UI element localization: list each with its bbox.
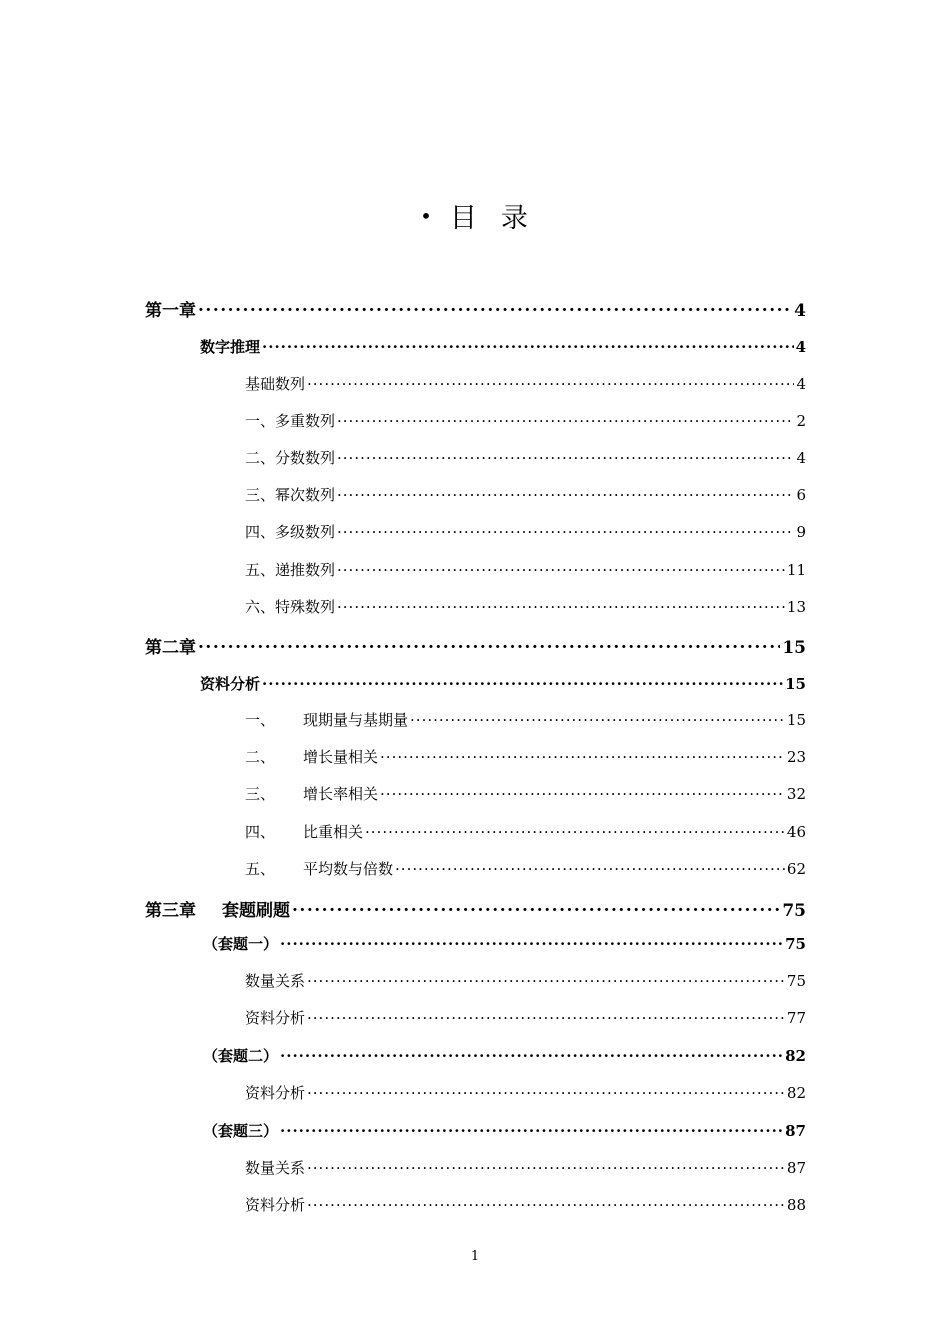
dot-leader bbox=[380, 747, 785, 762]
toc-label: 数字推理 bbox=[200, 338, 261, 356]
toc-label: 基础数列 bbox=[245, 375, 306, 393]
toc-entry-item[interactable] bbox=[245, 1194, 806, 1215]
toc-label: 第二章 bbox=[145, 638, 196, 658]
toc-page-number: 62 bbox=[786, 860, 806, 878]
dot-leader bbox=[337, 597, 785, 612]
toc-entry-section-number-reasoning[interactable] bbox=[200, 336, 806, 357]
toc-entry-set-3[interactable] bbox=[203, 1120, 806, 1141]
toc-page-number: 9 bbox=[796, 523, 806, 541]
dot-leader bbox=[280, 1046, 783, 1061]
dot-leader bbox=[337, 411, 794, 426]
dot-leader bbox=[198, 636, 780, 653]
toc-entry-item[interactable] bbox=[245, 1157, 806, 1178]
toc-entry-set-1[interactable] bbox=[203, 933, 806, 954]
dot-leader bbox=[198, 299, 792, 316]
dot-leader bbox=[337, 560, 785, 575]
toc-label: 数量关系 bbox=[245, 1159, 306, 1177]
toc-page-number: 15 bbox=[782, 638, 806, 658]
toc-label: 三、幂次数列 bbox=[245, 486, 336, 504]
toc-entry-item[interactable] bbox=[245, 596, 806, 617]
toc-label: 增长量相关 bbox=[303, 748, 379, 766]
page-number: 1 bbox=[470, 1249, 480, 1264]
toc-page-number: 15 bbox=[785, 675, 806, 693]
toc-page-number: 4 bbox=[796, 449, 806, 467]
toc-entry-item[interactable] bbox=[245, 521, 806, 542]
toc-entry-item[interactable] bbox=[245, 484, 806, 505]
toc-page-number: 77 bbox=[786, 1009, 806, 1027]
toc-label: 数量关系 bbox=[245, 972, 306, 990]
toc-page-number: 88 bbox=[786, 1196, 806, 1214]
toc-sublabel: 套题刷题 bbox=[222, 901, 290, 921]
dot-leader bbox=[307, 971, 785, 986]
toc-entry-item[interactable] bbox=[245, 410, 806, 431]
dot-leader bbox=[337, 485, 794, 500]
dot-leader bbox=[280, 934, 783, 949]
dot-leader bbox=[307, 1195, 785, 1210]
toc-page-number: 75 bbox=[785, 935, 806, 953]
toc-item-number: 二、 bbox=[245, 748, 276, 766]
toc-page-number: 32 bbox=[786, 785, 806, 803]
toc-entry-item[interactable] bbox=[245, 559, 806, 580]
dot-leader bbox=[262, 674, 783, 689]
dot-leader bbox=[307, 1008, 785, 1023]
toc-item-number: 三、 bbox=[245, 785, 276, 803]
toc-page-number: 23 bbox=[786, 748, 806, 766]
toc-page-number: 13 bbox=[786, 598, 806, 616]
title-char-1: 目 bbox=[449, 203, 479, 234]
toc-page-number: 4 bbox=[795, 338, 806, 356]
dot-leader bbox=[307, 1158, 785, 1173]
toc-entry-item[interactable] bbox=[245, 783, 806, 804]
toc-entry-item[interactable] bbox=[245, 447, 806, 468]
toc-entry-chapter-3[interactable] bbox=[145, 896, 806, 921]
dot-leader bbox=[307, 374, 794, 389]
toc-page-number: 4 bbox=[796, 375, 806, 393]
toc-entry-item[interactable] bbox=[245, 373, 806, 394]
toc-entry-chapter-2[interactable] bbox=[145, 633, 806, 658]
dot-leader bbox=[365, 822, 785, 837]
toc-label: （套题三） bbox=[203, 1122, 279, 1140]
toc-label: （套题一） bbox=[203, 935, 279, 953]
toc-label: 六、特殊数列 bbox=[245, 598, 336, 616]
toc-label: 四、多级数列 bbox=[245, 523, 336, 541]
dot-leader bbox=[380, 784, 785, 799]
toc-entry-item[interactable] bbox=[245, 821, 806, 842]
toc-title bbox=[0, 196, 950, 235]
dot-leader bbox=[307, 1083, 785, 1098]
toc-entry-chapter-1[interactable] bbox=[145, 296, 806, 321]
toc-page-number: 82 bbox=[786, 1084, 806, 1102]
toc-label: 资料分析 bbox=[245, 1009, 306, 1027]
toc-entry-set-2[interactable] bbox=[203, 1045, 806, 1066]
toc-label: 资料分析 bbox=[200, 675, 261, 693]
toc-label: 二、分数数列 bbox=[245, 449, 336, 467]
toc-page-number: 6 bbox=[796, 486, 806, 504]
toc-label: 平均数与倍数 bbox=[303, 860, 394, 878]
dot-leader bbox=[410, 710, 785, 725]
dot-leader bbox=[337, 448, 794, 463]
toc-label: 资料分析 bbox=[245, 1196, 306, 1214]
toc-label: 比重相关 bbox=[303, 823, 364, 841]
toc-entry-item[interactable] bbox=[245, 1082, 806, 1103]
toc-page-number: 75 bbox=[782, 901, 806, 921]
dot-leader bbox=[280, 1121, 783, 1136]
toc-item-number: 四、 bbox=[245, 823, 276, 841]
toc-label: 一、多重数列 bbox=[245, 412, 336, 430]
toc-entry-section-data-analysis[interactable] bbox=[200, 673, 806, 694]
toc-page-number: 46 bbox=[786, 823, 806, 841]
toc-page-number: 15 bbox=[786, 711, 806, 729]
toc-label: 第三章 bbox=[145, 901, 196, 921]
toc-page-number: 87 bbox=[786, 1159, 806, 1177]
toc-entry-item[interactable] bbox=[245, 746, 806, 767]
dot-leader bbox=[262, 337, 794, 352]
title-bullet: • bbox=[420, 204, 434, 228]
toc-entry-item[interactable] bbox=[245, 1007, 806, 1028]
dot-leader bbox=[292, 899, 780, 916]
toc-item-number: 一、 bbox=[245, 711, 276, 729]
toc-page-number: 87 bbox=[785, 1122, 806, 1140]
toc-label: 五、递推数列 bbox=[245, 561, 336, 579]
toc-label: 现期量与基期量 bbox=[303, 711, 409, 729]
toc-entry-item[interactable] bbox=[245, 970, 806, 991]
dot-leader bbox=[395, 859, 785, 874]
toc-label: 第一章 bbox=[145, 301, 196, 321]
toc-item-number: 五、 bbox=[245, 860, 276, 878]
title-char-2: 录 bbox=[500, 203, 530, 234]
toc-page-number: 4 bbox=[794, 301, 806, 321]
toc-entry-item[interactable] bbox=[245, 858, 806, 879]
dot-leader bbox=[337, 522, 794, 537]
toc-entry-item[interactable] bbox=[245, 709, 806, 730]
toc-label: 增长率相关 bbox=[303, 785, 379, 803]
toc-page-number: 11 bbox=[786, 561, 806, 579]
toc-label: （套题二） bbox=[203, 1047, 279, 1065]
toc-label: 资料分析 bbox=[245, 1084, 306, 1102]
toc-page-number: 2 bbox=[796, 412, 806, 430]
toc-page-number: 75 bbox=[786, 972, 806, 990]
toc-page-number: 82 bbox=[785, 1047, 806, 1065]
